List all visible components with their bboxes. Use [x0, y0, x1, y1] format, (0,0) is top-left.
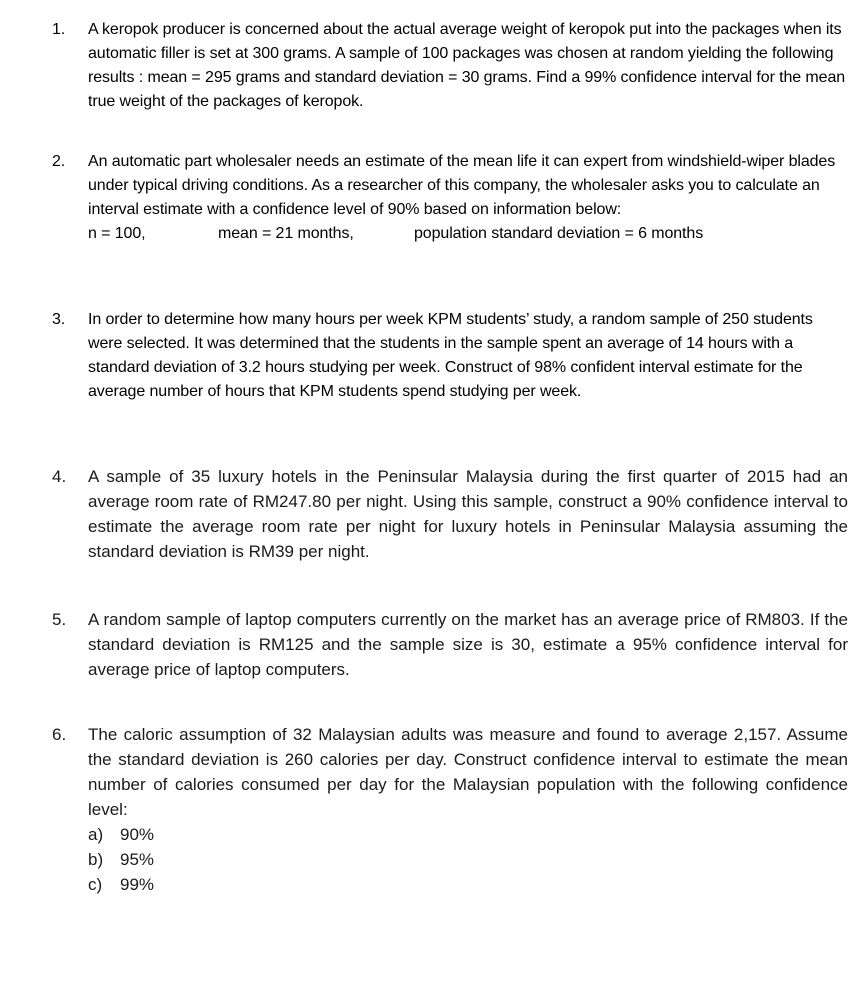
option-c	[88, 872, 848, 897]
question-text: A random sample of laptop computers currently on the market has an average price of RM803. If the standard deviation is RM125 and the sample size is 30, estimate a 95% confidence interval for average price of laptop computers.	[88, 610, 848, 679]
question-text: A keropok producer is concerned about the actual average weight of keropok put into the packages when its automatic filler is set at 300 grams. A sample of 100 packages was chosen at random yielding the following results : mean = 295 grams and standard deviation = 30 grams. Find a 99% confidence interval for the mean true weight of the packages of keropok.	[88, 21, 846, 110]
question-text: An automatic part wholesaler needs an estimate of the mean life it can expert from windshield-wiper blades under typical driving conditions. As a researcher of this company, the wholesaler asks you to calculate an interval estimate with a confidence level of 90% based on information below:	[88, 153, 836, 218]
question-body	[88, 607, 848, 682]
question-text: The caloric assumption of 32 Malaysian adults was measure and found to average 2,157. Assume the standard deviation is 260 calories per day. Construct confidence interval to estimate the mean number of calories consumed per day for the Malaysian population with the following confidence level:	[88, 725, 848, 819]
question-number: 3.	[52, 311, 66, 328]
option-letter: b)	[88, 850, 104, 869]
question-body	[88, 18, 848, 114]
option-value: 90%	[120, 825, 155, 844]
question-number: 1.	[52, 21, 66, 38]
question-text: In order to determine how many hours per week KPM students’ study, a random sample of 250 students were selected. It was determined that the students in the sample spent an average of 14 hours with a standard deviation of 3.2 hours studying per week. Construct of 98% confident interval estimate for the average number of hours that KPM students spend studying per week.	[88, 311, 813, 400]
question-number: 2.	[52, 153, 66, 170]
question-body	[88, 308, 848, 404]
question-text: A sample of 35 luxury hotels in the Peninsular Malaysia during the first quarter of 2015 had an average room rate of RM247.80 per night. Using this sample, construct a 90% confidence interval to estimate the average room rate per night for luxury hotels in Peninsular Malaysia assuming the standard deviation is RM39 per night.	[88, 467, 848, 561]
option-letter: a)	[88, 825, 104, 844]
option-value: 95%	[120, 850, 155, 869]
option-letter: c)	[88, 875, 103, 894]
option-b	[88, 847, 848, 872]
question-number: 6.	[52, 725, 67, 744]
given-mean: mean = 21 months,	[218, 225, 354, 242]
question-body	[88, 150, 848, 246]
option-a	[88, 822, 848, 847]
given-sd: population standard deviation = 6 months	[414, 225, 704, 242]
question-number: 4.	[52, 467, 67, 486]
given-n: n = 100,	[88, 225, 146, 242]
question-number: 5.	[52, 610, 67, 629]
question-body	[88, 722, 848, 897]
question-body	[88, 464, 848, 564]
option-value: 99%	[120, 875, 155, 894]
given-values	[88, 222, 848, 246]
